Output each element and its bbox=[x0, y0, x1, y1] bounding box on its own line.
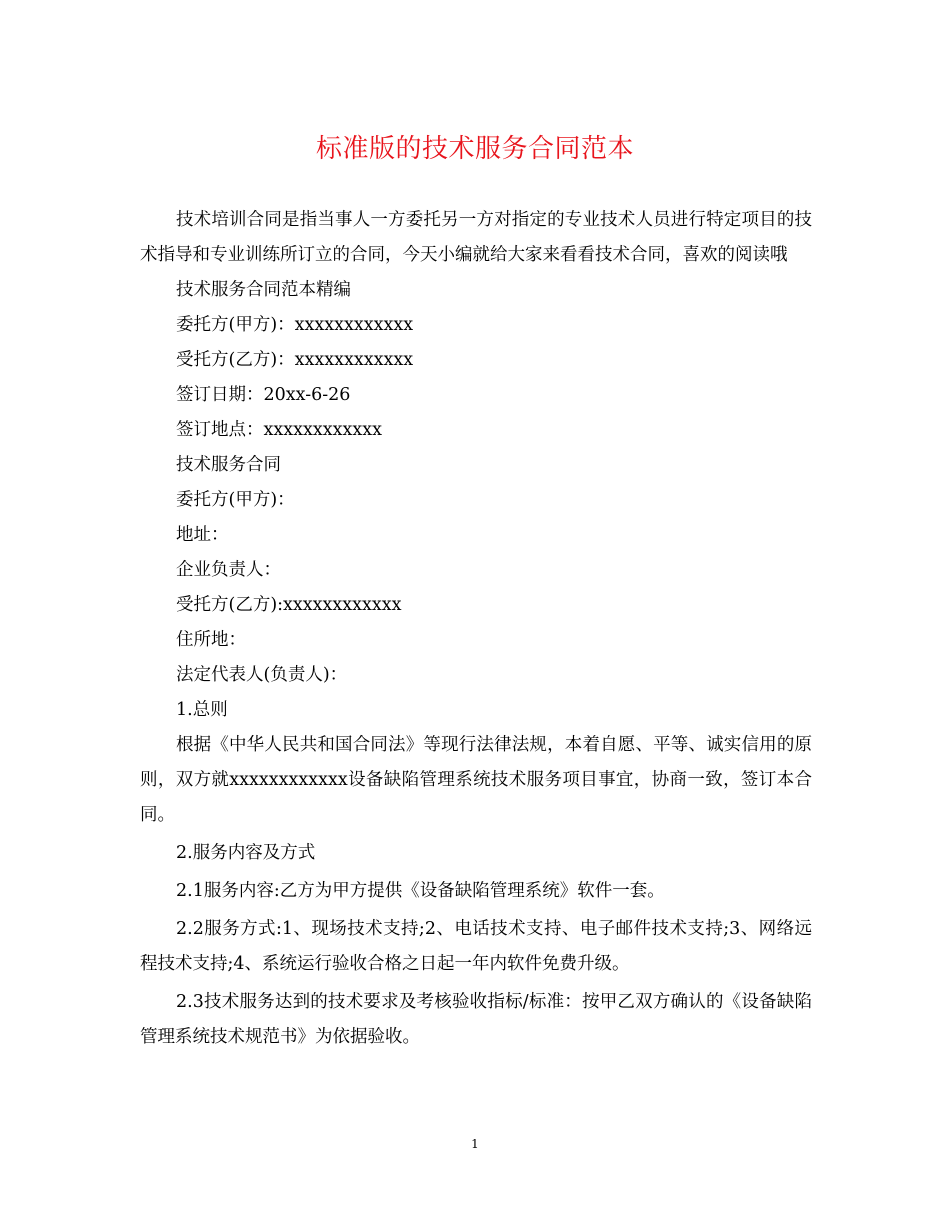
client-party-line: 委托方(甲方)：xxxxxxxxxxxx bbox=[176, 315, 414, 335]
signing-date-line: 签订日期：20xx-6-26 bbox=[176, 385, 351, 405]
acceptance-standard-paragraph: 2.3技术服务达到的技术要求及考核验收指标/标准：按甲乙双方确认的《设备缺陷管理系统技术规范书》为依据验收。 bbox=[140, 992, 812, 1047]
residence-field: 住所地： bbox=[176, 630, 246, 650]
general-provisions-heading: 1.总则 bbox=[176, 700, 228, 720]
document-title: 标准版的技术服务合同范本 bbox=[315, 134, 634, 164]
signing-place-line: 签订地点：xxxxxxxxxxxx bbox=[176, 420, 382, 440]
service-content-paragraph: 2.1服务内容:乙方为甲方提供《设备缺陷管理系统》软件一套。 bbox=[176, 881, 665, 901]
page-number: 1 bbox=[471, 1137, 479, 1151]
address-field: 地址： bbox=[176, 525, 229, 545]
service-method-paragraph: 2.2服务方式:1、现场技术支持;2、电话技术支持、电子邮件技术支持;3、网络远程技术支持;4、系统运行验收合格之日起一年内软件免费升级。 bbox=[140, 919, 812, 974]
enterprise-leader-field: 企业负责人： bbox=[176, 560, 281, 580]
section-heading: 技术服务合同范本精编 bbox=[176, 280, 351, 300]
service-content-heading: 2.服务内容及方式 bbox=[176, 843, 316, 863]
contract-heading: 技术服务合同 bbox=[176, 455, 281, 475]
general-provisions-paragraph: 根据《中华人民共和国合同法》等现行法律法规，本着自愿、平等、诚实信用的原则，双方就xxxxxxxxxxxx设备缺陷管理系统技术服务项目事宜，协商一致，签订本合同。 bbox=[140, 735, 812, 825]
contractor-party-line: 受托方(乙方)：xxxxxxxxxxxx bbox=[176, 350, 414, 370]
document-body bbox=[140, 203, 812, 1055]
legal-representative-field: 法定代表人(负责人)： bbox=[176, 665, 348, 685]
intro-paragraph: 技术培训合同是指当事人一方委托另一方对指定的专业技术人员进行特定项目的技术指导和专业训练所订立的合同，今天小编就给大家来看看技术合同，喜欢的阅读哦 bbox=[140, 210, 812, 265]
contractor-party-field: 受托方(乙方):xxxxxxxxxxxx bbox=[176, 595, 402, 615]
client-party-field: 委托方(甲方)： bbox=[176, 490, 295, 510]
